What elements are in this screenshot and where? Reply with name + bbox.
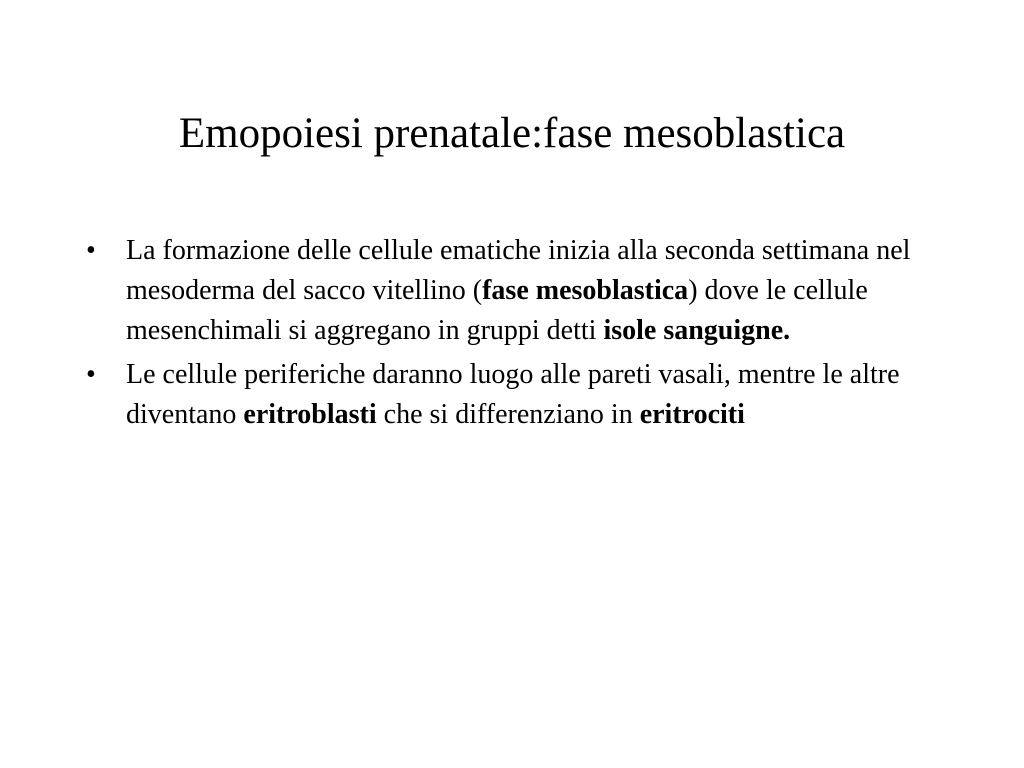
bullet-text: ) dove le cellule mesenchimali si aggregano in gruppi detti — [126, 275, 868, 346]
bold-term-isole-sanguigne: isole sanguigne. — [603, 315, 791, 346]
bold-term-eritrociti: eritrociti — [639, 399, 745, 430]
bullet-text: che si differenziano in — [376, 399, 640, 430]
bullet-icon: • — [86, 359, 96, 390]
bullet-icon: • — [86, 235, 96, 266]
bullet-list — [86, 231, 956, 439]
bullet-text: Le cellule periferiche daranno luogo alle pareti vasali, mentre le altre diventano — [126, 359, 900, 430]
bullet-item-1 — [86, 231, 956, 351]
bold-term-eritroblasti: eritroblasti — [243, 399, 377, 430]
bullet-text: La formazione delle cellule ematiche inizia alla seconda settimana nel mesoderma del sacco vitellino ( — [126, 235, 911, 306]
bullet-item-2 — [86, 355, 956, 435]
slide-title: Emopoiesi prenatale:fase mesoblastica — [178, 110, 846, 157]
bold-term-fase-mesoblastica: fase mesoblastica — [482, 275, 689, 306]
